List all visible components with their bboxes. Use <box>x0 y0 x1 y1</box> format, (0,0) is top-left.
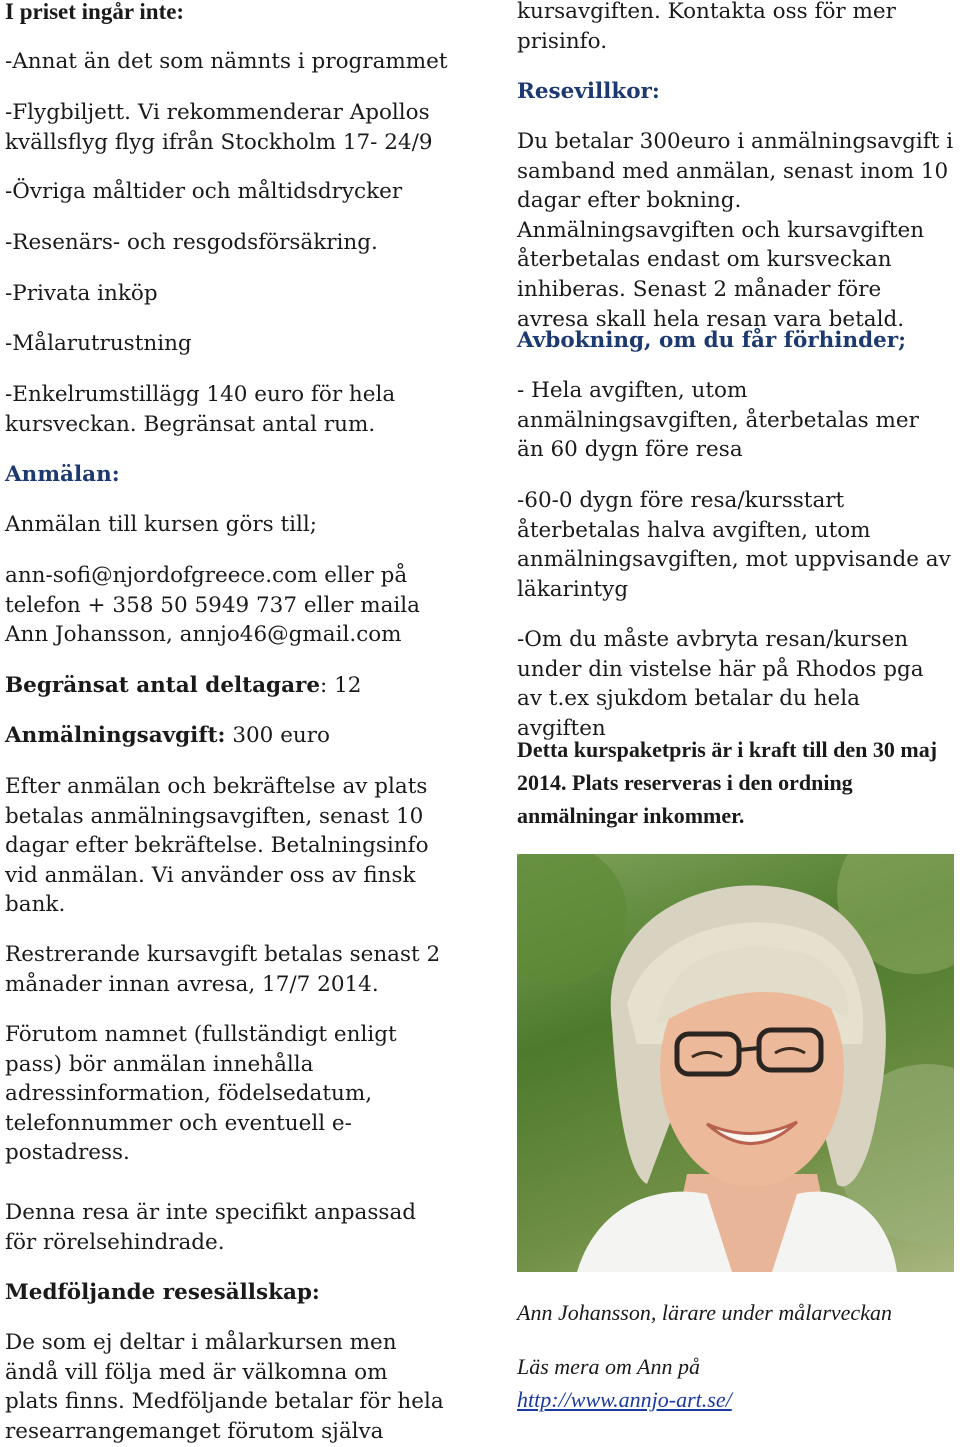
excluded-item: -Flygbiljett. Vi rekommenderar Apollos kvällsflyg flyg ifrån Stockholm 17- 24/9 <box>5 100 433 155</box>
excluded-item: -Målarutrustning <box>5 331 192 356</box>
excluded-item: -Resenärs- och resgodsförsäkring. <box>5 230 378 255</box>
signup-intro: Anmälan till kursen görs till; <box>5 512 318 537</box>
companions-heading: Medföljande resesällskap: <box>5 1280 320 1305</box>
fee-line <box>5 721 330 751</box>
cancel-item: -60-0 dygn före resa/kursstart återbetalas halva avgiften, utom anmälningsavgiften, mot uppvisande av läkarintyg <box>517 488 951 602</box>
form-text: Förutom namnet (fullständigt enligt pass) bör anmälan innehålla adressinformation, födelsedatum, telefonnummer och eventuell e-postadress. <box>5 1022 397 1166</box>
cancel-heading: Avbokning, om du får förhinder; <box>517 328 907 353</box>
excluded-item: -Enkelrumstillägg 140 euro för hela kursveckan. Begränsat antal rum. <box>5 382 396 437</box>
terms-heading: Resevillkor: <box>517 79 660 104</box>
excluded-item: -Annat än det som nämnts i programmet <box>5 49 448 74</box>
portfolio-link[interactable]: http://www.annjo-art.se/ <box>517 1387 732 1412</box>
teacher-portrait-photo <box>517 854 954 1272</box>
cancel-item: -Om du måste avbryta resan/kursen under din vistelse här på Rhodos pga av t.ex sjukdom betalar du hela avgiften <box>517 627 924 741</box>
excluded-item: -Privata inköp <box>5 281 158 306</box>
excluded-heading: I priset ingår inte: <box>5 0 185 24</box>
signup-heading: Anmälan: <box>5 462 120 487</box>
terms-text: Du betalar 300euro i anmälningsavgift i samband med anmälan, senast inom 10 dagar efter bokning. Anmälningsavgiften och kursavgiften återbetalas endast om kursveckan inhiberas. Senast 2 månader före avresa skall hela resan vara betald. <box>517 129 954 332</box>
photo-caption: Ann Johansson, lärare under målarveckan <box>517 1300 892 1325</box>
fee-value: 300 euro <box>225 723 330 748</box>
signup-contact: ann-sofi@njordofgreece.com eller på telefon + 358 50 5949 737 eller maila Ann Johansson, annjo46@gmail.com <box>5 563 420 648</box>
continued-text: kursavgiften. Kontakta oss för mer prisinfo. <box>517 0 896 54</box>
fee-label: Anmälningsavgift: <box>5 723 226 748</box>
payment-text: Efter anmälan och bekräftelse av plats betalas anmälningsavgiften, senast 10 dagar efter bekräftelse. Betalningsinfo vid anmälan. Vi använder oss av finsk bank. <box>5 774 429 918</box>
remaining-text: Restrerande kursavgift betalas senast 2 månader innan avresa, 17/7 2014. <box>5 942 441 997</box>
read-more-text: Läs mera om Ann på <box>517 1354 700 1379</box>
participants-label: Begränsat antal deltagare <box>5 673 321 698</box>
portrait-illustration <box>517 854 954 1272</box>
cancel-item: - Hela avgiften, utom anmälningsavgiften, återbetalas mer än 60 dygn före resa <box>517 378 919 463</box>
excluded-item: -Övriga måltider och måltidsdrycker <box>5 179 403 204</box>
participants-line <box>5 671 361 701</box>
offer-text: Detta kurspaketpris är i kraft till den 30 maj 2014. Plats reserveras i den ordning anmälningar inkommer. <box>517 737 938 828</box>
companions-text: De som ej deltar i målarkursen men ändå vill följa med är välkomna om plats finns. Medföljande betalar för hela researrangemanget förutom själva <box>5 1330 444 1444</box>
participants-value: : 12 <box>320 673 362 698</box>
accessibility-text: Denna resa är inte specifikt anpassad för rörelsehindrade. <box>5 1200 417 1255</box>
